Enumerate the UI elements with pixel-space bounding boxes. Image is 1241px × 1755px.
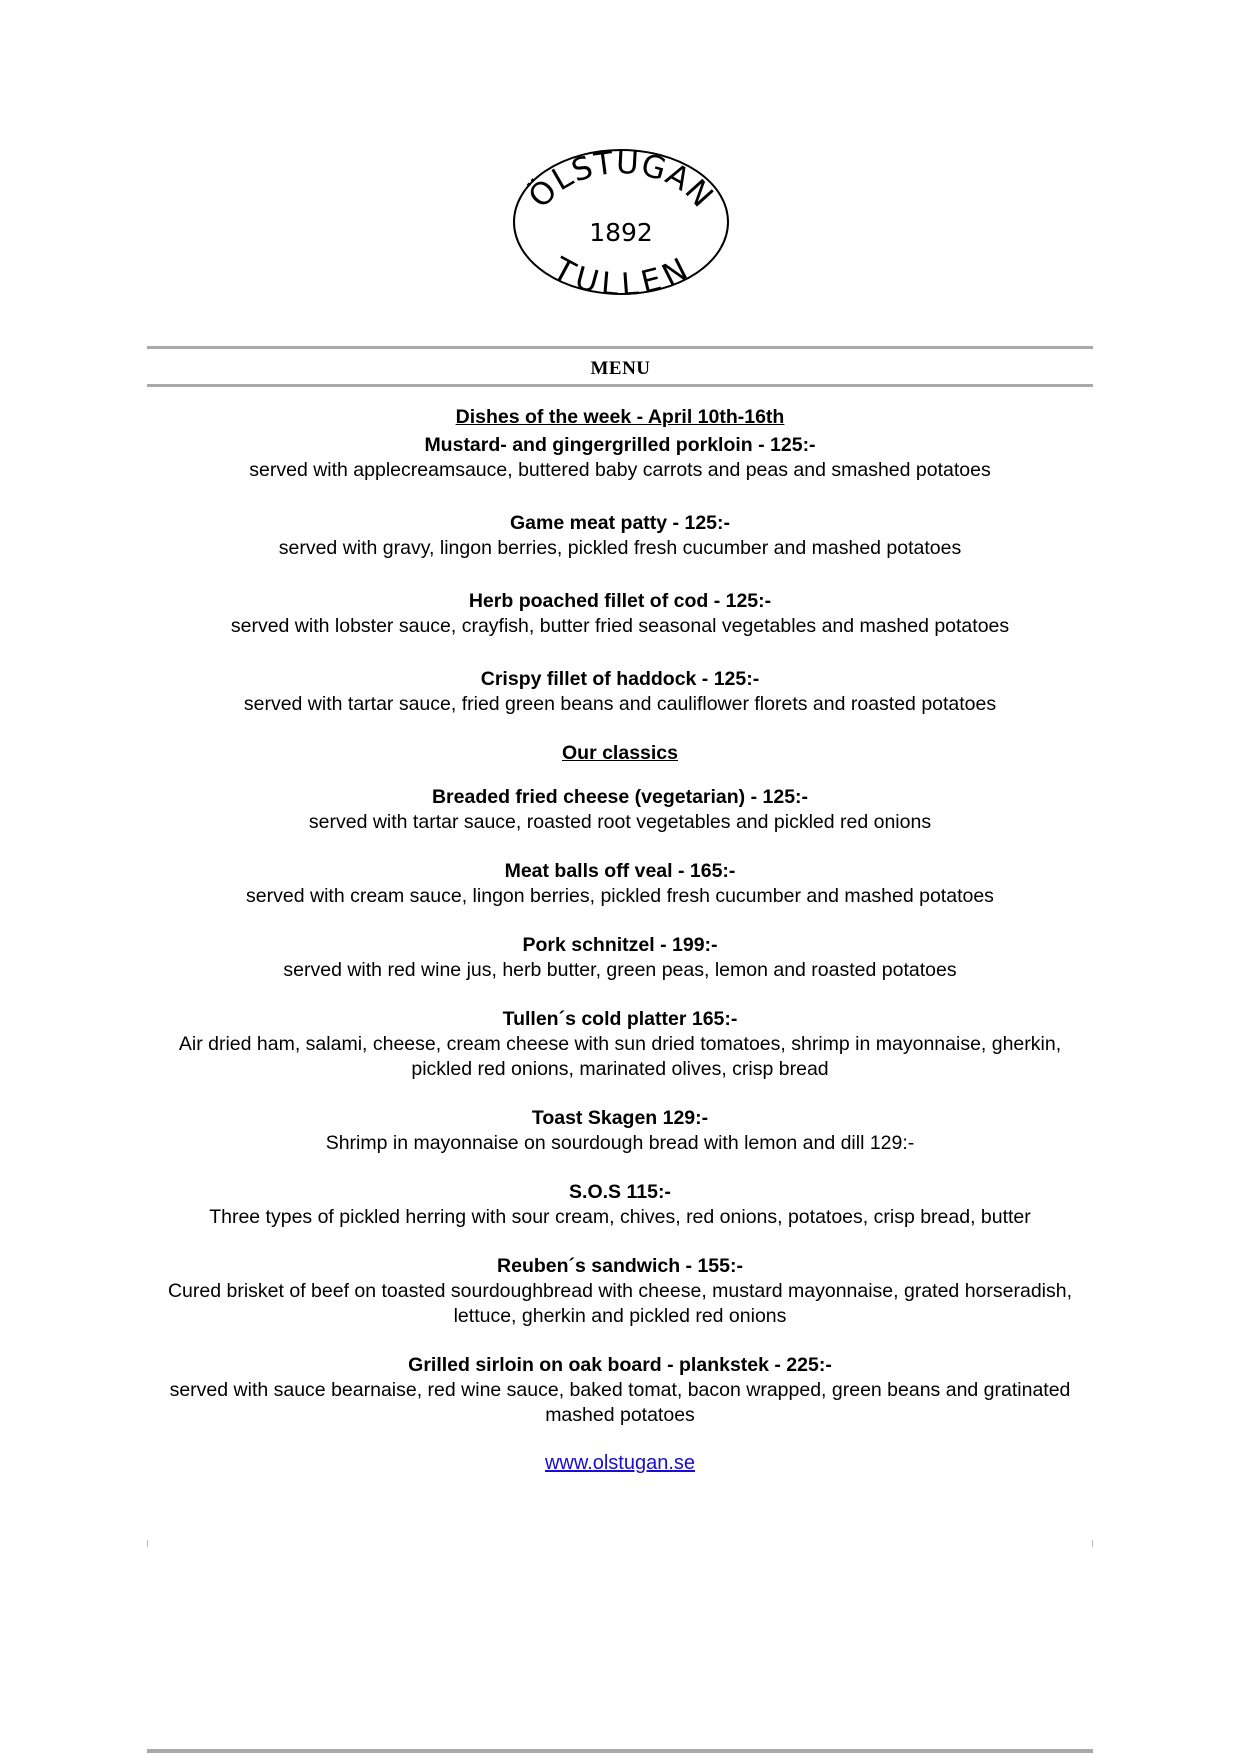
dish-description: served with red wine jus, herb butter, green peas, lemon and roasted potatoes — [283, 959, 957, 981]
dish-description: served with lobster sauce, crayfish, butter fried seasonal vegetables and mashed potatoes — [230, 615, 1010, 637]
dish-description: Air dried ham, salami, cheese, cream cheese with sun dried tomatoes, shrimp in mayonnaise, gherkin, pickled red onions, marinated olives, crisp bread — [178, 1033, 1062, 1080]
dish-name: Reuben´s sandwich - 155:- — [497, 1255, 743, 1277]
dish-description: Shrimp in mayonnaise on sourdough bread with lemon and dill 129:- — [325, 1132, 915, 1154]
dish-item — [147, 433, 1093, 483]
menu-content — [147, 401, 1093, 1476]
dish-description: served with cream sauce, lingon berries, pickled fresh cucumber and mashed potatoes — [246, 885, 994, 907]
logo-top-text: ÖLSTUGAN — [521, 144, 721, 216]
dish-item — [147, 859, 1093, 909]
olstugan-tullen-logo — [510, 142, 732, 302]
logo-year: 1892 — [589, 218, 653, 247]
classics-list — [147, 785, 1093, 1428]
dish-item — [147, 933, 1093, 983]
dish-item — [147, 667, 1093, 717]
footer-rule — [147, 1749, 1093, 1753]
dish-name: Herb poached fillet of cod - 125:- — [468, 590, 772, 612]
dish-description: Three types of pickled herring with sour cream, chives, red onions, potatoes, crisp bread, butter — [209, 1206, 1031, 1228]
week-heading: Dishes of the week - April 10th-16th — [455, 406, 785, 428]
svg-text:ÖLSTUGAN — [521, 145, 721, 215]
menu-bottom-rule — [147, 384, 1093, 387]
dish-name: Tullen´s cold platter 165:- — [502, 1008, 738, 1030]
classics-heading: Our classics — [562, 742, 678, 764]
dish-item — [147, 1007, 1093, 1082]
dish-name: Game meat patty - 125:- — [510, 512, 730, 534]
page-corner-mark — [147, 1540, 148, 1547]
dish-description: served with applecreamsauce, buttered baby carrots and peas and smashed potatoes — [249, 459, 991, 481]
dish-name: Grilled sirloin on oak board - plankstek - 225:- — [408, 1354, 832, 1376]
dish-description: served with tartar sauce, roasted root vegetables and pickled red onions — [308, 811, 932, 833]
dish-item — [147, 1106, 1093, 1156]
dish-description: Cured brisket of beef on toasted sourdoughbread with cheese, mustard mayonnaise, grated horseradish, lettuce, gherkin and pickled red onions — [167, 1280, 1073, 1327]
page-corner-mark — [1092, 1540, 1093, 1547]
dish-item — [147, 1180, 1093, 1230]
dish-name: Meat balls off veal - 165:- — [504, 860, 736, 882]
dish-item — [147, 1254, 1093, 1329]
dish-item — [147, 589, 1093, 639]
dish-item — [147, 1353, 1093, 1428]
dish-description: served with tartar sauce, fried green beans and cauliflower florets and roasted potatoes — [243, 693, 997, 715]
dish-name: S.O.S 115:- — [569, 1181, 671, 1203]
dish-item — [147, 785, 1093, 835]
menu-top-rule — [147, 346, 1093, 349]
week-dishes-list — [147, 433, 1093, 717]
menu-title: MENU — [590, 358, 651, 379]
dish-name: Mustard- and gingergrilled porkloin - 125:- — [424, 434, 816, 456]
dish-name: Pork schnitzel - 199:- — [522, 934, 718, 956]
dish-item — [147, 511, 1093, 561]
website-link[interactable]: www.olstugan.se — [544, 1452, 696, 1474]
dish-description: served with sauce bearnaise, red wine sauce, baked tomat, bacon wrapped, green beans and gratinated mashed potatoes — [169, 1379, 1071, 1426]
logo-bottom-text: TULLEN — [547, 250, 695, 302]
dish-name: Toast Skagen 129:- — [531, 1107, 709, 1129]
dish-name: Crispy fillet of haddock - 125:- — [480, 668, 760, 690]
dish-name: Breaded fried cheese (vegetarian) - 125:- — [431, 786, 809, 808]
dish-description: served with gravy, lingon berries, pickled fresh cucumber and mashed potatoes — [278, 537, 962, 559]
